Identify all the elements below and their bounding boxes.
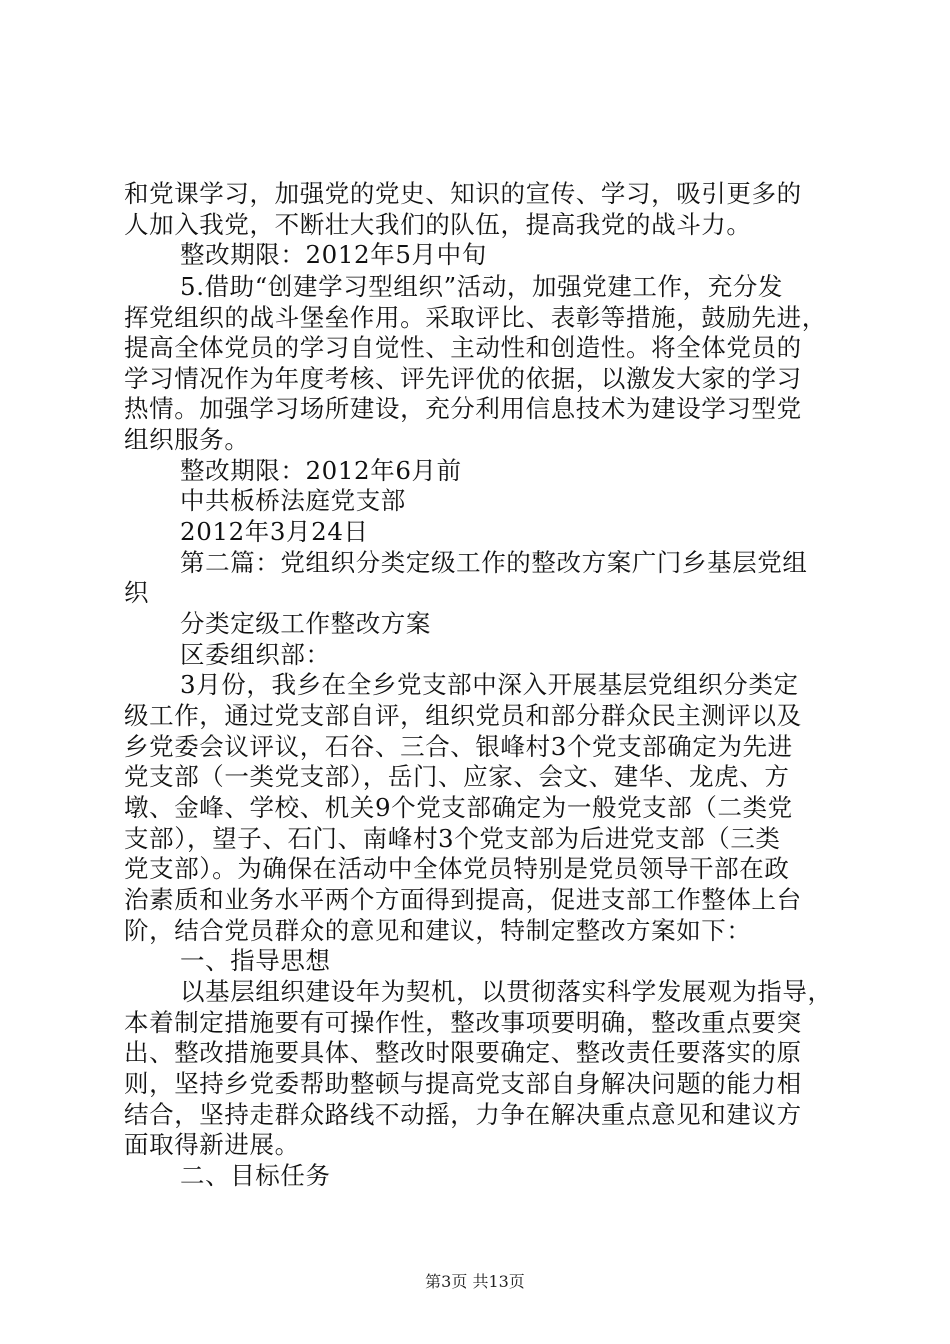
section-heading: 一、指导思想 xyxy=(180,946,331,975)
text-line: 阶，结合党员群众的意见和建议，特制定整改方案如下： xyxy=(124,916,752,945)
text-line: 区委组织部： xyxy=(180,640,331,669)
text-line: 中共板桥法庭党支部 xyxy=(180,486,406,515)
text-line: 墩、金峰、学校、机关9个党支部确定为一般党支部（二类党 xyxy=(124,793,793,822)
text-line: 治素质和业务水平两个方面得到提高，促进支部工作整体上台 xyxy=(124,885,802,914)
section-heading: 第二篇：党组织分类定级工作的整改方案广门乡基层党组 xyxy=(180,548,808,577)
text-line: 则，坚持乡党委帮助整顿与提高党支部自身解决问题的能力相 xyxy=(124,1069,802,1098)
page-number-footer: 第3页 共13页 xyxy=(425,1272,525,1291)
text-line: 学习情况作为年度考核、评先评优的依据，以激发大家的学习 xyxy=(124,364,802,393)
text-line: 支部），望子、石门、南峰村3个党支部为后进党支部（三类 xyxy=(124,824,781,853)
text-line: 党支部（一类党支部），岳门、应家、会文、建华、龙虎、方 xyxy=(124,762,790,791)
text-line: 织 xyxy=(124,578,150,607)
text-line: 人加入我党，不断壮大我们的队伍，提高我党的战斗力。 xyxy=(124,210,752,239)
text-line: 乡党委会议评议，石谷、三合、银峰村3个党支部确定为先进 xyxy=(124,732,793,761)
text-line: 组织服务。 xyxy=(124,425,250,454)
text-line: 挥党组织的战斗堡垒作用。采取评比、表彰等措施，鼓励先进， xyxy=(124,303,827,332)
text-line: 本着制定措施要有可操作性，整改事项要明确，整改重点要突 xyxy=(124,1008,802,1037)
text-line: 整改期限：2012年6月前 xyxy=(180,456,462,485)
text-line: 出、整改措施要具体、整改时限要确定、整改责任要落实的原 xyxy=(124,1038,802,1067)
text-line: 提高全体党员的学习自觉性、主动性和创造性。将全体党员的 xyxy=(124,333,802,362)
text-line: 整改期限：2012年5月中旬 xyxy=(180,240,487,269)
text-line: 结合，坚持走群众路线不动摇，力争在解决重点意见和建议方 xyxy=(124,1100,802,1129)
text-line: 分类定级工作整改方案 xyxy=(180,609,431,638)
section-heading: 二、目标任务 xyxy=(180,1161,331,1190)
text-line: 3月份，我乡在全乡党支部中深入开展基层党组织分类定 xyxy=(180,670,799,699)
text-line: 党支部）。为确保在活动中全体党员特别是党员领导干部在政 xyxy=(124,854,790,883)
text-line: 2012年3月24日 xyxy=(180,517,369,546)
text-line: 和党课学习，加强党的党史、知识的宣传、学习，吸引更多的 xyxy=(124,179,802,208)
text-line: 热情。加强学习场所建设，充分利用信息技术为建设学习型党 xyxy=(124,394,802,423)
text-line: 5.借助“创建学习型组织”活动，加强党建工作，充分发 xyxy=(180,272,784,301)
text-line: 面取得新进展。 xyxy=(124,1130,300,1159)
text-line: 以基层组织建设年为契机，以贯彻落实科学发展观为指导， xyxy=(180,977,833,1006)
text-line: 级工作，通过党支部自评，组织党员和部分群众民主测评以及 xyxy=(124,701,802,730)
